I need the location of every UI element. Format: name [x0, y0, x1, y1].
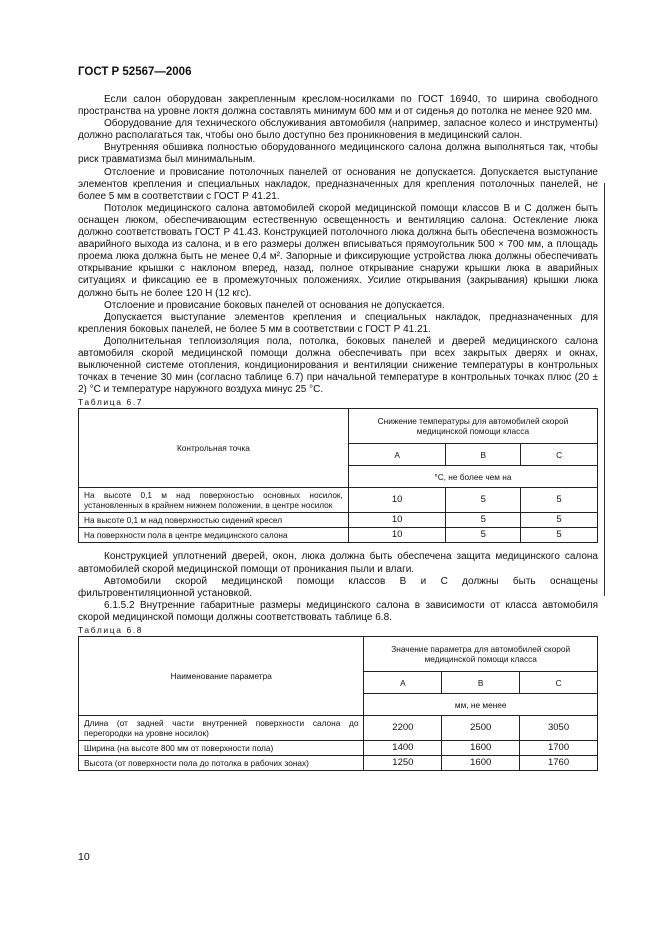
table-cell: 1600 [442, 741, 520, 756]
table-cell: 5 [446, 528, 521, 543]
table-6-8-caption: Таблица 6.8 [78, 625, 144, 635]
table-row [79, 741, 598, 756]
table-6-8 [78, 636, 598, 771]
table-cell: 5 [446, 513, 521, 528]
table-row-label: На высоте 0,1 м над поверхностью сидений кресел [79, 513, 349, 528]
paragraph: Отслоение и провисание потолочных панелей от основания не допускается. Допускается выступание элементов крепления и специальных накладок, предназначенных для крепления потолочных панелей, не более 5 мм в соответствии с ГОСТ Р 41.21. [78, 166, 598, 202]
table-cell: 1250 [364, 756, 442, 771]
table-row-label: Ширина (на высоте 800 мм от поверхности пола) [79, 741, 364, 756]
paragraph: Автомобили скорой медицинской помощи классов В и С должны быть оснащены фильтровентиляционной установкой. [78, 575, 598, 599]
paragraph: 6.1.5.2 Внутренние габаритные размеры медицинского салона в зависимости от класса автомобиля скорой медицинской помощи должны соответствовать таблице 6.8. [78, 599, 598, 623]
table-class-header: А [348, 444, 446, 466]
table-class-header: А [364, 672, 442, 694]
table-unit: мм, не менее [364, 694, 598, 716]
table-cell: 1400 [364, 741, 442, 756]
table-cell: 10 [348, 513, 446, 528]
table-6-7-caption: Таблица 6.7 [78, 397, 144, 408]
table-class-header: С [520, 672, 598, 694]
table-row [79, 513, 598, 528]
paragraph: Потолок медицинского салона автомобилей скорой медицинской помощи классов В и С должен быть оснащен люком, обеспечивающим естественную освещенность и вентиляцию салона. Остекление люка должно соответствовать ГОСТ Р 41.43. Конструкцией потолочного люка должна быть обеспечена возможность аварийного выхода из салона, и в его размеры должен вписываться прямоугольник 500 × 700 мм, а площадь проема люка должна быть не менее 0,4 м². Запорные и фиксирующие устройства люка должны обеспечивать открывание крышки с наклоном вперед, назад, полное открывание снаружи крышки люка в аварийных ситуациях и фиксацию ее в промежуточных положениях. Усилие открывания (закрывания) крышки люка должно быть не более 120 Н (12 кгс). [78, 202, 598, 299]
document-body [78, 94, 598, 771]
table-cell: 1700 [520, 741, 598, 756]
paragraph: Если салон оборудован закрепленным креслом-носилками по ГОСТ 16940, то ширина свободного пространства на уровне локтя должна составлять минимум 600 мм и от сиденья до потолка не менее 920 мм. [78, 94, 598, 118]
table-cell: 1760 [520, 756, 598, 771]
table-class-header: В [442, 672, 520, 694]
page-number: 10 [78, 851, 90, 863]
table-cell: 2500 [442, 716, 520, 741]
paragraph: Допускается выступание элементов крепления и специальных накладок, предназначенных для крепления боковых панелей, не более 5 мм в соответствии с ГОСТ Р 41.21. [78, 311, 598, 335]
table-row [79, 488, 598, 513]
table-row-label: Высота (от поверхности пола до потолка в рабочих зонах) [79, 756, 364, 771]
table-cell: 5 [521, 513, 598, 528]
table-cell: 5 [521, 528, 598, 543]
table-row [79, 528, 598, 543]
table-cell: 10 [348, 488, 446, 513]
table-cell: 3050 [520, 716, 598, 741]
table-class-header: В [446, 444, 521, 466]
table-col-header: Контрольная точка [79, 409, 349, 488]
paragraph: Конструкцией уплотнений дверей, окон, люка должна быть обеспечена защита медицинского салона автомобилей скорой медицинской помощи от проникания пыли и влаги. [78, 551, 598, 575]
table-unit: °С, не более чем на [348, 466, 597, 488]
table-cell: 5 [446, 488, 521, 513]
table-cell: 2200 [364, 716, 442, 741]
table-col-header: Наименование параметра [79, 637, 364, 716]
paragraph: Дополнительная теплоизоляция пола, потолка, боковых панелей и дверей медицинского салона автомобиля скорой медицинской помощи должна обеспечивать при всех закрытых дверях и окнах, выключенной системе отопления, кондиционирования и вентиляции снижение температуры в контрольных точках в течение 30 мин (согласно таблице 6.7) при начальной температуре в контрольных точках плюс (20 ± 2) °С и температуре наружного воздуха минус 25 °С. [78, 335, 598, 396]
table-cell: 5 [521, 488, 598, 513]
table-class-header: С [521, 444, 598, 466]
table-row-label: На поверхности пола в центре медицинского салона [79, 528, 349, 543]
table-cell: 10 [348, 528, 446, 543]
table-6-7 [78, 408, 598, 543]
table-cell: 1600 [442, 756, 520, 771]
table-group-header: Значение параметра для автомобилей скорой медицинской помощи класса [364, 637, 598, 672]
table-group-header: Снижение температуры для автомобилей скорой медицинской помощи класса [348, 409, 597, 444]
paragraph: Внутренняя обшивка полностью оборудованного медицинского салона должна выполняться так, чтобы риск травматизма был минимальным. [78, 142, 598, 166]
table-row [79, 716, 598, 741]
change-bar [604, 183, 605, 596]
page-header-title: ГОСТ Р 52567—2006 [78, 66, 192, 78]
table-row-label: На высоте 0,1 м над поверхностью основных носилок, установленных в крайнем нижнем положении, в центре носилок [79, 488, 349, 513]
table-row-label: Длина (от задней части внутренней поверхности салона до перегородки на уровне носилок) [79, 716, 364, 741]
paragraph: Отслоение и провисание боковых панелей от основания не допускается. [104, 299, 445, 311]
table-row [79, 756, 598, 771]
paragraph: Оборудование для технического обслуживания автомобиля (например, запасное колесо и инструменты) должно располагаться так, чтобы оно было доступно без проникновения в медицинский салон. [78, 118, 598, 142]
